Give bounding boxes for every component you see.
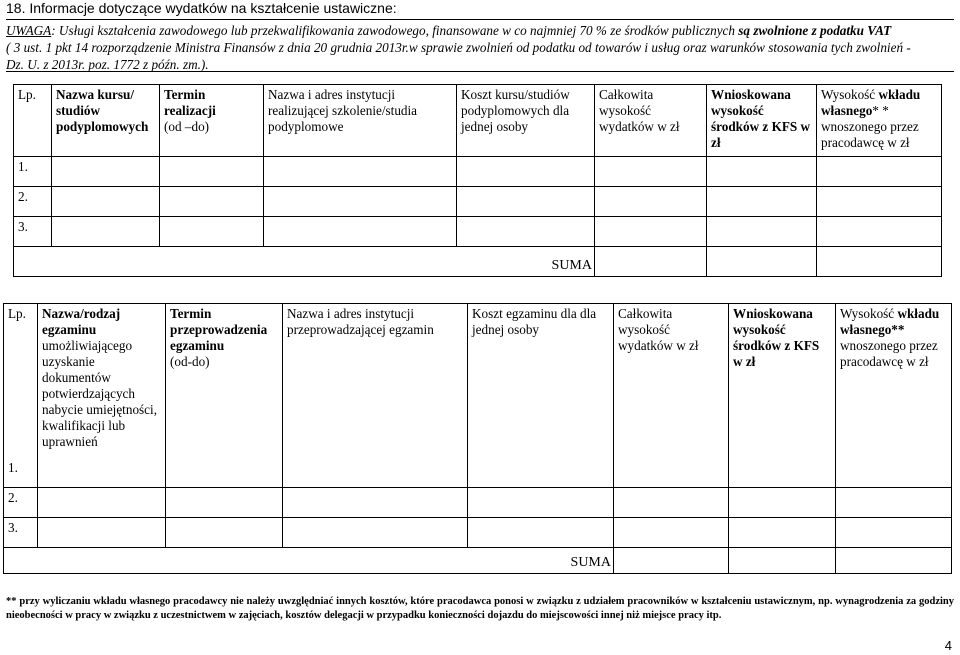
exams-header-row <box>4 304 952 488</box>
input-cell[interactable] <box>283 518 468 548</box>
input-cell[interactable] <box>707 157 817 187</box>
input-cell[interactable] <box>38 488 166 518</box>
col-total: Całkowita wysokość wydatków w zł <box>595 85 707 157</box>
input-cell[interactable] <box>457 187 595 217</box>
table-row <box>14 217 942 247</box>
exams-table <box>3 303 952 574</box>
sum-total-cell[interactable] <box>614 548 729 574</box>
row-number: 1. <box>8 460 18 475</box>
input-cell[interactable] <box>707 217 817 247</box>
input-cell[interactable] <box>457 157 595 187</box>
col-cost: Koszt kursu/studiów podyplomowych dla jednej osoby <box>457 85 595 157</box>
input-cell[interactable] <box>836 518 952 548</box>
input-cell[interactable] <box>468 488 614 518</box>
notice-line-2: ( 3 ust. 1 pkt 14 rozporządzenie Ministra Finansów z dnia 20 grudnia 2013r.w sprawie zwolnień od podatku od towarów i usług oraz warunków stosowania tych zwolnień - <box>6 40 911 55</box>
sum-own-cell[interactable] <box>817 247 942 277</box>
footnote: ** przy wyliczaniu wkładu własnego pracodawcy nie należy uwzględniać innych kosztów, które pracodawca ponosi w związku z udziałem pracowników w kształceniu ustawicznym, np. wynagrodzenia za godziny nieobecności w pracy w związku z uczestnictwem w zajęciach, kosztów delegacji w przypadku konieczności dojazdu do miejscowości innej niż miejsce pracy itp. <box>6 596 954 621</box>
col-lp: Lp. <box>14 85 52 157</box>
sum-row <box>14 247 942 277</box>
input-cell[interactable] <box>52 157 160 187</box>
table-row <box>4 518 952 548</box>
sum-total-cell[interactable] <box>595 247 707 277</box>
notice-divider <box>6 71 954 72</box>
col-kfs: Wnioskowana wysokość środków z KFS w zł <box>729 304 836 488</box>
input-cell[interactable] <box>817 187 942 217</box>
row-number: 2. <box>4 488 38 518</box>
sum-row <box>4 548 952 574</box>
sum-kfs-cell[interactable] <box>729 548 836 574</box>
input-cell[interactable] <box>264 157 457 187</box>
input-cell[interactable] <box>166 518 283 548</box>
table-row <box>14 157 942 187</box>
col-exam-name: Nazwa/rodzaj egzaminu umożliwiającego uzyskanie dokumentów potwierdzających nabycie umiejętności, kwalifikacji lub uprawnień <box>38 304 166 488</box>
input-cell[interactable] <box>729 488 836 518</box>
input-cell[interactable] <box>817 157 942 187</box>
notice-lead: UWAGA <box>6 23 52 38</box>
input-cell[interactable] <box>729 518 836 548</box>
sum-label: SUMA <box>14 247 595 277</box>
row-number: 2. <box>14 187 52 217</box>
notice-line-3: Dz. U. z 2013r. poz. 1772 z późn. zm.). <box>6 57 209 72</box>
input-cell[interactable] <box>614 518 729 548</box>
input-cell[interactable] <box>52 187 160 217</box>
input-cell[interactable] <box>817 217 942 247</box>
section-heading: 18. Informacje dotyczące wydatków na kształcenie ustawiczne: <box>6 0 397 16</box>
col-institution: Nazwa i adres instytucji realizującej szkolenie/studia podyplomowe <box>264 85 457 157</box>
input-cell[interactable] <box>457 217 595 247</box>
vat-notice <box>6 19 954 72</box>
col-own-contribution: Wysokość wkładu własnego** wnoszonego przez pracodawcę w zł <box>836 304 952 488</box>
page-number: 4 <box>944 638 952 653</box>
col-cost: Koszt egzaminu dla dla jednej osoby <box>468 304 614 488</box>
input-cell[interactable] <box>160 157 264 187</box>
notice-bold: są zwolnione z podatku VAT <box>738 23 892 38</box>
input-cell[interactable] <box>614 488 729 518</box>
input-cell[interactable] <box>52 217 160 247</box>
col-term: Termin przeprowadzenia egzaminu (od-do) <box>166 304 283 488</box>
input-cell[interactable] <box>595 157 707 187</box>
input-cell[interactable] <box>166 488 283 518</box>
input-cell[interactable] <box>707 187 817 217</box>
table-row <box>14 187 942 217</box>
input-cell[interactable] <box>160 187 264 217</box>
input-cell[interactable] <box>836 488 952 518</box>
notice-text: : Usługi kształcenia zawodowego lub przekwalifikowania zawodowego, finansowane w co najmniej 70 % ze środków publicznych <box>51 23 739 38</box>
row-number: 3. <box>14 217 52 247</box>
row-number: 1. <box>14 157 52 187</box>
col-lp: Lp. 1. <box>4 304 38 488</box>
input-cell[interactable] <box>283 488 468 518</box>
col-institution: Nazwa i adres instytucji przeprowadzającej egzamin <box>283 304 468 488</box>
courses-table <box>13 84 942 277</box>
col-term: Termin realizacji (od –do) <box>160 85 264 157</box>
input-cell[interactable] <box>160 217 264 247</box>
input-cell[interactable] <box>38 518 166 548</box>
col-kfs: Wnioskowana wysokość środków z KFS w zł <box>707 85 817 157</box>
courses-header-row <box>14 85 942 157</box>
input-cell[interactable] <box>264 217 457 247</box>
col-total: Całkowita wysokość wydatków w zł <box>614 304 729 488</box>
input-cell[interactable] <box>468 518 614 548</box>
sum-label: SUMA <box>4 548 614 574</box>
row-number: 3. <box>4 518 38 548</box>
sum-own-cell[interactable] <box>836 548 952 574</box>
table-row <box>4 488 952 518</box>
input-cell[interactable] <box>595 187 707 217</box>
input-cell[interactable] <box>264 187 457 217</box>
col-own-contribution: Wysokość wkładu własnego* * wnoszonego przez pracodawcę w zł <box>817 85 942 157</box>
col-course-name: Nazwa kursu/ studiów podyplomowych <box>52 85 160 157</box>
sum-kfs-cell[interactable] <box>707 247 817 277</box>
input-cell[interactable] <box>595 217 707 247</box>
